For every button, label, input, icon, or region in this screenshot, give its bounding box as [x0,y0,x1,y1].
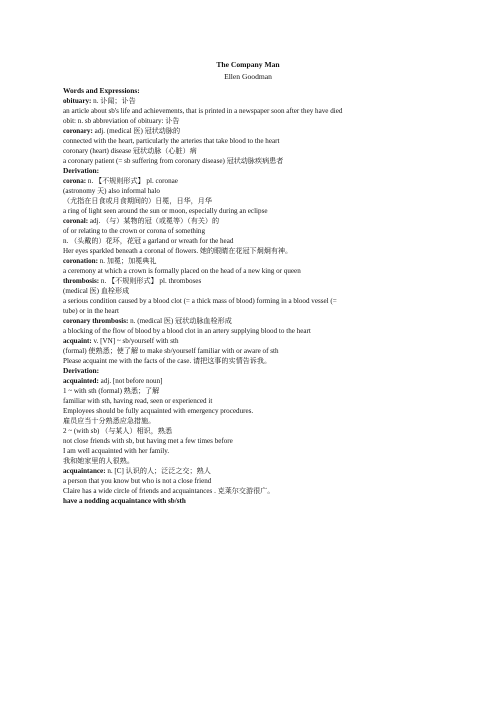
text-line [63,406,443,416]
text-line [63,456,443,466]
line-text: adj. （与）某物的冠（或冕等）（有关）的 [88,217,220,225]
line-text: (medical 医) 血栓形成 [63,287,130,295]
line-text: connected with the heart, particularly the arteries that take blood to the heart [63,137,280,145]
line-text: have a nodding acquaintance with sb/sth [63,497,186,505]
headword: acquainted: [63,377,99,385]
text-line [63,236,443,246]
text-line [63,346,443,356]
text-line [63,386,443,396]
line-text: (formal) 使熟悉；使了解 to make sb/yourself familiar with or aware of sth [63,347,279,355]
line-text: 2 ~ (with sb) （与某人）相识，熟悉 [63,427,173,435]
text-line [63,286,443,296]
text-line [63,376,443,386]
text-line [63,486,443,496]
headword: coronary: [63,127,93,135]
line-text: Derivation: [63,166,100,175]
text-line [63,156,443,166]
line-text: 1 ~ with sth (formal) 熟悉；了解 [63,387,160,395]
text-line [63,446,443,456]
line-text: a blocking of the flow of blood by a blood clot in an artery supplying blood to the heart [63,327,311,335]
text-line [63,476,443,486]
line-text: 我和她家里的人很熟。 [63,457,134,465]
line-text: Words and Expressions: [63,86,140,95]
line-text: not close friends with sb, but having met a few times before [63,437,233,445]
text-line [63,276,443,286]
text-line [63,116,443,126]
section-heading [63,166,443,176]
line-text: (astronomy 天) also informal halo [63,187,160,195]
text-line [63,226,443,236]
text-line [63,266,443,276]
line-text: a person that you know but who is not a close friend [63,477,212,485]
text-line [63,106,443,116]
text-line [63,306,443,316]
text-line [63,296,443,306]
line-text: a ring of light seen around the sun or moon, especially during an eclipse [63,207,268,215]
line-text: familiar with sth, having read, seen or experienced it [63,397,213,405]
headword: corona: [63,177,87,185]
text-line [63,136,443,146]
line-text: Claire has a wide circle of friends and acquaintances . 克莱尔交游很广。 [63,487,275,495]
document-body [63,86,443,506]
headword: acquaintance: [63,467,106,475]
text-line [63,436,443,446]
document-title: The Company Man [216,60,280,69]
line-text: n. (medical 医) 冠状动脉血栓形成 [128,317,232,325]
text-line [63,96,443,106]
line-text: Her eyes sparkled beneath a coronal of flowers. 她的眼睛在花冠下炯炯有神。 [63,247,293,255]
line-text: a serious condition caused by a blood clot (= a thick mass of blood) forming in a blood vessel (= [63,297,337,305]
headword: thrombosis: [63,277,100,285]
section-heading [63,366,443,376]
text-line [63,126,443,136]
line-text: coronary (heart) disease 冠状动脉（心脏）病 [63,147,197,155]
line-text: n. 【不规则形式】 pl. thromboses [99,277,202,285]
text-line [63,196,443,206]
line-text: a ceremony at which a crown is formally placed on the head of a new king or queen [63,267,301,275]
text-line [63,256,443,266]
line-text: n. [C] 认识的人；泛泛之交；熟人 [105,467,211,475]
headword: coronary thrombosis: [63,317,129,325]
line-text: adj. [not before noun] [98,377,163,385]
text-line [63,216,443,226]
line-text: n. 【不规则形式】 pl. coronae [86,177,178,185]
section-heading [63,86,443,96]
document-author: Ellen Goodman [224,72,272,81]
text-line [63,416,443,426]
text-line [63,246,443,256]
line-text: Please acquaint me with the facts of the case. 请把这事的实情告诉我。 [63,357,272,365]
line-text: n. 讣闻；讣告 [91,97,136,105]
headword: coronation: [63,257,98,265]
text-line [63,426,443,436]
line-text: of or relating to the crown or corona of something [63,227,206,235]
line-text: n. （头戴的）花环，花冠 a garland or wreath for the head [63,237,234,245]
text-line [63,466,443,476]
line-text: Employees should be fully acquainted with emergency procedures. [63,407,254,415]
text-line [63,336,443,346]
text-line [63,496,443,506]
line-text: Derivation: [63,366,100,375]
text-line [63,356,443,366]
text-line [63,396,443,406]
headword: acquaint: [63,337,92,345]
line-text: adj. (medical 医) 冠状动脉的 [92,127,181,135]
text-line [63,326,443,336]
line-text: I am well acquainted with her family. [63,447,170,455]
line-text: obit: n. sb abbreviation of obituary: 讣告 [63,117,180,125]
line-text: tube) or in the heart [63,307,119,315]
text-line [63,316,443,326]
headword: coronal: [63,217,89,225]
line-text: a coronary patient (= sb suffering from coronary disease) 冠状动脉疾病患者 [63,157,284,165]
line-text: an article about sb's life and achievements, that is printed in a newspaper soon after they have died [63,107,343,115]
line-text: v. [VN] ~ sb/yourself with sth [91,337,179,345]
text-line [63,176,443,186]
line-text: n. 加冕；加冕典礼 [97,257,157,265]
line-text: 雇员应当十分熟悉应急措施。 [63,417,156,425]
headword: obituary: [63,97,92,105]
text-line [63,186,443,196]
text-line [63,206,443,216]
line-text: （尤指在日食或月食期间的）日冕，日华，月华 [63,197,212,205]
text-line [63,146,443,156]
